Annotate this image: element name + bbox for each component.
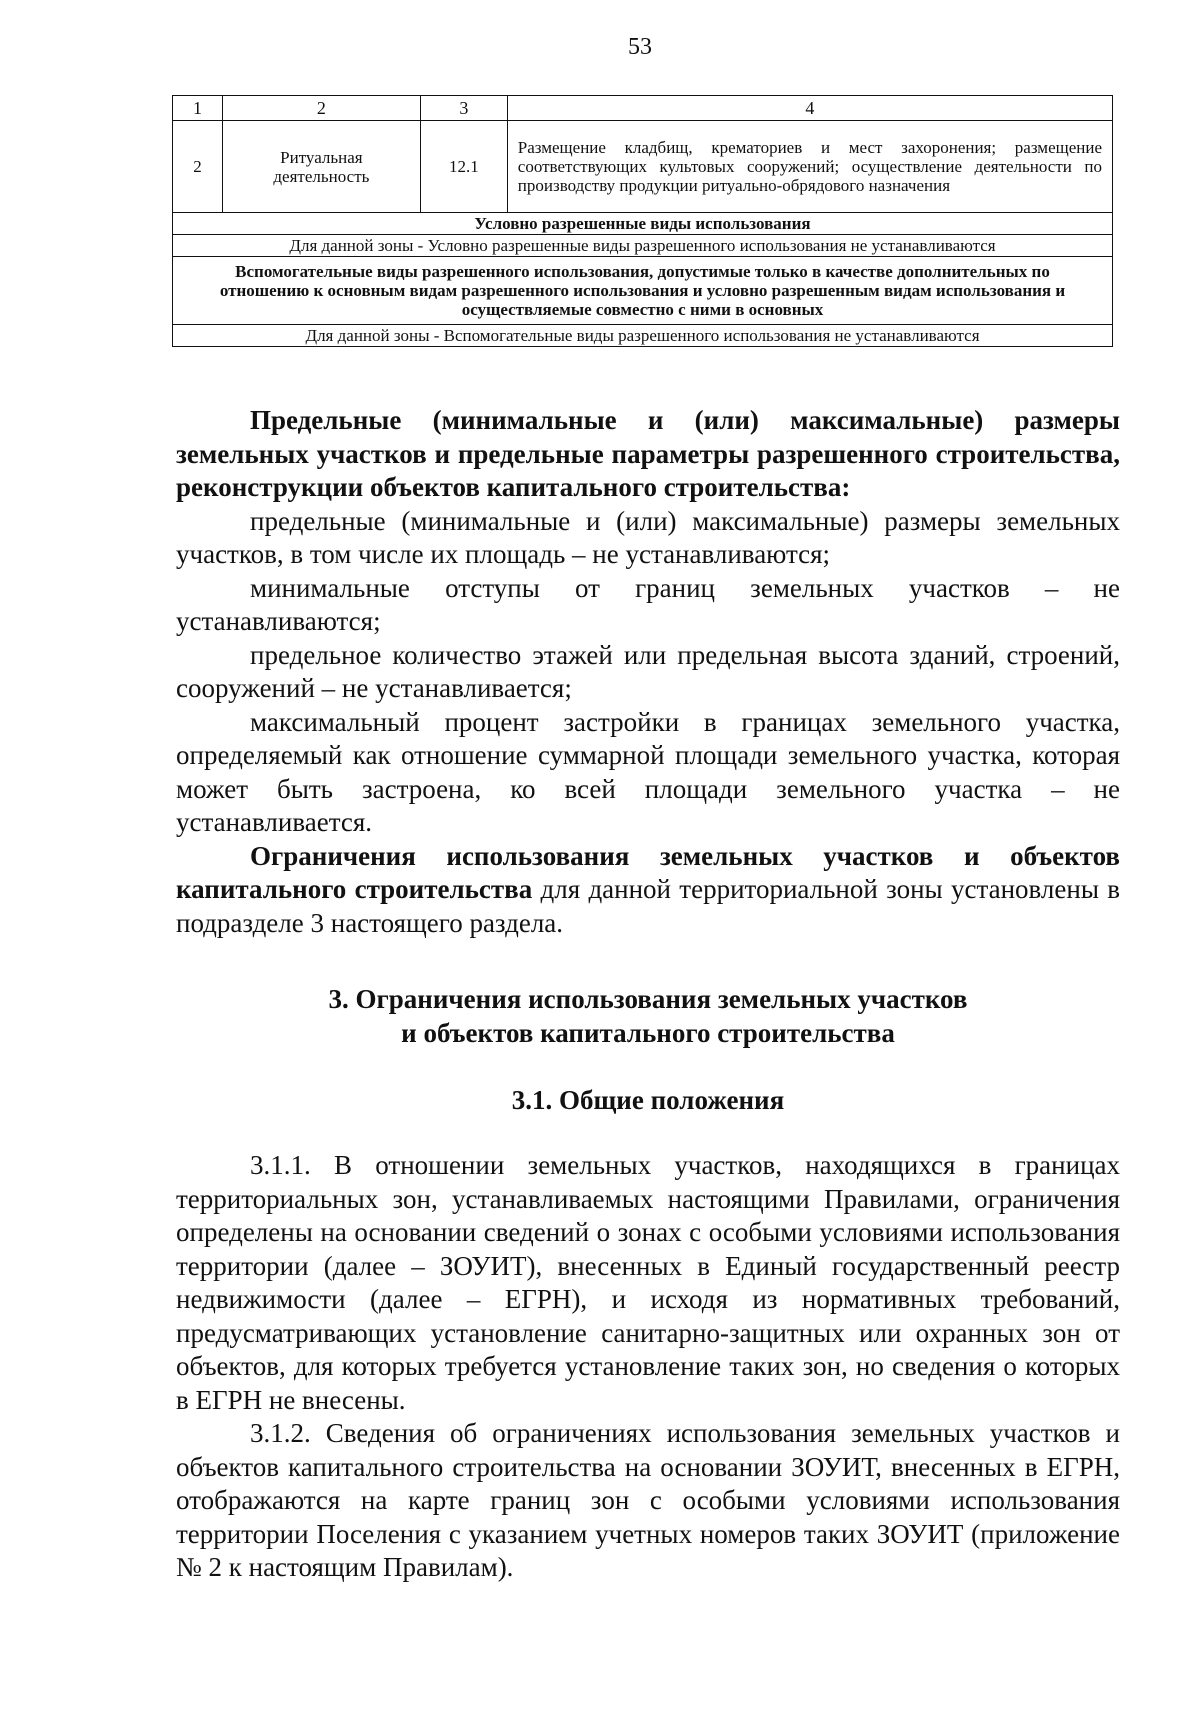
row-number: 2 bbox=[173, 121, 223, 213]
table-row bbox=[173, 325, 1113, 347]
land-use-table bbox=[172, 95, 1113, 347]
section-title-line: 3. Ограничения использования земельных участков bbox=[328, 984, 968, 1014]
section-title-line: и объектов капитального строительства bbox=[401, 1018, 895, 1048]
auxiliary-uses-title: Вспомогательные виды разрешенного использования, допустимые только в качестве дополнительных по отношению к основным видам разрешенного использования и условно разрешенным видам использования и осуществляемые совместно с ними в основных bbox=[173, 257, 1113, 325]
page-number: 53 bbox=[628, 34, 652, 60]
limits-section bbox=[176, 404, 1120, 940]
conditional-uses-title: Условно разрешенные виды использования bbox=[173, 213, 1113, 235]
paragraph-3-1-1: 3.1.1. В отношении земельных участков, находящихся в границах территориальных зон, устанавливаемых настоящими Правилами, ограничения определены на основании сведений о зонах с особыми условиями использования территории (далее – ЗОУИТ), внесенных в Единый государственный реестр недвижимости (далее – ЕГРН), и исходя из нормативных требований, предусматривающих установление санитарно-защитных или охранных зон от объектов, для которых требуется установление таких зон, но сведения о которых в ЕГРН не внесены. bbox=[176, 1150, 1120, 1415]
restrictions-paragraph bbox=[176, 840, 1120, 941]
table-row bbox=[173, 213, 1113, 235]
limits-item: максимальный процент застройки в границах земельного участка, определяемый как отношение суммарной площади земельного участка, которая может быть застроена, ко всей площади земельного участка – не устанавливается. bbox=[176, 706, 1120, 837]
table-row bbox=[173, 235, 1113, 257]
limits-item: предельные (минимальные и (или) максимальные) размеры земельных участков, в том числе их площадь – не устанавливаются; bbox=[176, 505, 1120, 569]
restrictions-rest: для данной территориальной зоны установлены в подразделе 3 настоящего раздела. bbox=[176, 874, 1120, 938]
table-row bbox=[173, 121, 1113, 213]
auxiliary-uses-note: Для данной зоны - Вспомогательные виды разрешенного использования не устанавливаются bbox=[173, 325, 1113, 347]
subsection-title: 3.1. Общие положения bbox=[511, 1085, 785, 1115]
limits-item: минимальные отступы от границ земельных участков – не устанавливаются; bbox=[176, 572, 1120, 636]
restrictions-bold: Ограничения использования земельных участков и объектов капитального строительства bbox=[176, 840, 1120, 904]
row-description: Размещение кладбищ, крематориев и мест захоронения; размещение соответствующих культовых сооружений; осуществление деятельности по производству продукции ритуально-обрядового назначения bbox=[507, 121, 1112, 213]
table-header-cell: 4 bbox=[507, 96, 1112, 121]
conditional-uses-note: Для данной зоны - Условно разрешенные виды разрешенного использования не устанавливаются bbox=[173, 235, 1113, 257]
table-header-cell: 3 bbox=[420, 96, 507, 121]
limits-heading: Предельные (минимальные и (или) максимальные) размеры земельных участков и предельные параметры разрешенного строительства, реконструкции объектов капитального строительства: bbox=[176, 405, 1120, 502]
limits-item: предельное количество этажей или предельная высота зданий, строений, сооружений – не устанавливается; bbox=[176, 639, 1120, 703]
paragraph-3-1-2: 3.1.2. Сведения об ограничениях использования земельных участков и объектов капитального строительства на основании ЗОУИТ, внесенных в ЕГРН, отображаются на карте границ зон с особыми условиями использования территории Поселения с указанием учетных номеров таких ЗОУИТ (приложение № 2 к настоящим Правилам). bbox=[176, 1418, 1120, 1582]
table-header-cell: 2 bbox=[222, 96, 420, 121]
section-3-body bbox=[176, 1149, 1120, 1585]
subsection-heading bbox=[176, 1083, 1120, 1117]
row-name: Ритуальная деятельность bbox=[222, 121, 420, 213]
table-header-row bbox=[173, 96, 1113, 121]
table-header-cell: 1 bbox=[173, 96, 223, 121]
row-code: 12.1 bbox=[420, 121, 507, 213]
section-3-heading bbox=[176, 982, 1120, 1050]
table-row bbox=[173, 257, 1113, 325]
